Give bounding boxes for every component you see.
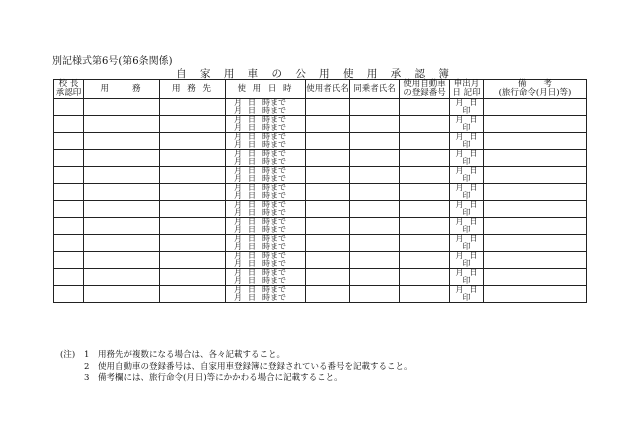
day-label: 日: [469, 285, 478, 294]
cell-datetime[interactable]: [226, 286, 306, 303]
month-label: 月: [455, 98, 464, 107]
cell-datetime[interactable]: [226, 218, 306, 235]
cell-vehicle-number[interactable]: [400, 150, 450, 167]
month-label: 月: [234, 149, 242, 158]
cell-destination[interactable]: [160, 218, 226, 235]
day-label: 日: [248, 157, 256, 166]
cell-remarks[interactable]: [484, 269, 587, 286]
month-label: 月: [234, 285, 242, 294]
month-label: 月: [234, 276, 242, 285]
cell-datetime[interactable]: [226, 235, 306, 252]
month-label: 月: [455, 234, 464, 243]
day-label: 日: [248, 183, 256, 192]
cell-datetime[interactable]: [226, 167, 306, 184]
month-label: 月: [234, 234, 242, 243]
cell-destination[interactable]: [160, 150, 226, 167]
cell-user-name[interactable]: [306, 184, 350, 201]
table-row: [54, 133, 587, 150]
cell-user-name[interactable]: [306, 218, 350, 235]
stamp-label: 印: [462, 191, 471, 200]
cell-remarks[interactable]: [484, 235, 587, 252]
cell-vehicle-number[interactable]: [400, 133, 450, 150]
note-text: 備考欄には、旅行命令(月日)等にかかわる場合に記載すること。: [98, 373, 343, 383]
day-label: 日: [469, 166, 478, 175]
month-label: 月: [455, 285, 464, 294]
header-duty: 用 務: [84, 80, 160, 99]
day-label: 日: [248, 123, 256, 132]
until-label: 時まで: [262, 123, 286, 132]
ledger-title: 自 家 用 車 の 公 用 使 用 承 認 簿: [176, 68, 454, 80]
until-label: 時まで: [262, 115, 286, 124]
day-label: 日: [469, 234, 478, 243]
month-label: 月: [234, 132, 242, 141]
day-label: 日: [248, 208, 256, 217]
month-label: 月: [455, 115, 464, 124]
month-label: 月: [234, 140, 242, 149]
cell-duty[interactable]: [84, 99, 160, 116]
cell-duty[interactable]: [84, 167, 160, 184]
form-reference: 別記様式第6号(第6条関係): [52, 56, 173, 67]
until-label: 時まで: [262, 140, 286, 149]
stamp-label: 印: [462, 293, 471, 302]
until-label: 時まで: [262, 208, 286, 217]
cell-passenger-name[interactable]: [350, 269, 400, 286]
day-label: 日: [248, 268, 256, 277]
day-label: 日: [469, 183, 478, 192]
cell-submission-date[interactable]: [450, 184, 484, 201]
cell-destination[interactable]: [160, 269, 226, 286]
cell-user-name[interactable]: [306, 167, 350, 184]
cell-passenger-name[interactable]: [350, 201, 400, 218]
cell-datetime[interactable]: [226, 252, 306, 269]
cell-destination[interactable]: [160, 99, 226, 116]
until-label: 時まで: [262, 285, 286, 294]
until-label: 時まで: [262, 149, 286, 158]
cell-vehicle-number[interactable]: [400, 286, 450, 303]
cell-remarks[interactable]: [484, 116, 587, 133]
until-label: 時まで: [262, 276, 286, 285]
month-label: 月: [234, 183, 242, 192]
cell-vehicle-number[interactable]: [400, 184, 450, 201]
month-label: 月: [234, 268, 242, 277]
until-label: 時まで: [262, 234, 286, 243]
stamp-label: 印: [462, 259, 471, 268]
day-label: 日: [248, 251, 256, 260]
cell-submission-date[interactable]: [450, 201, 484, 218]
cell-vehicle-number[interactable]: [400, 201, 450, 218]
until-label: 時まで: [262, 217, 286, 226]
cell-passenger-name[interactable]: [350, 218, 400, 235]
cell-user-name[interactable]: [306, 133, 350, 150]
month-label: 月: [234, 200, 242, 209]
table-row: [54, 150, 587, 167]
month-label: 月: [455, 166, 464, 175]
cell-vehicle-number[interactable]: [400, 235, 450, 252]
note-item: [60, 350, 413, 362]
month-label: 月: [234, 225, 242, 234]
table-row: [54, 116, 587, 133]
cell-principal-approval[interactable]: [54, 116, 84, 133]
stamp-label: 印: [462, 242, 471, 251]
table-row: [54, 235, 587, 252]
cell-datetime[interactable]: [226, 116, 306, 133]
cell-datetime[interactable]: [226, 150, 306, 167]
header-passenger-name: 同乗者氏名: [350, 80, 400, 99]
cell-passenger-name[interactable]: [350, 133, 400, 150]
day-label: 日: [469, 98, 478, 107]
until-label: 時まで: [262, 225, 286, 234]
stamp-label: 印: [462, 140, 471, 149]
cell-duty[interactable]: [84, 252, 160, 269]
cell-duty[interactable]: [84, 116, 160, 133]
cell-principal-approval[interactable]: [54, 235, 84, 252]
cell-destination[interactable]: [160, 184, 226, 201]
day-label: 日: [469, 268, 478, 277]
until-label: 時まで: [262, 132, 286, 141]
cell-user-name[interactable]: [306, 235, 350, 252]
cell-remarks[interactable]: [484, 201, 587, 218]
note-number: 1: [84, 350, 90, 360]
table-row: [54, 252, 587, 269]
cell-submission-date[interactable]: [450, 218, 484, 235]
day-label: 日: [469, 217, 478, 226]
day-label: 日: [248, 106, 256, 115]
day-label: 日: [248, 174, 256, 183]
day-label: 日: [248, 242, 256, 251]
note-number: 2: [84, 361, 90, 372]
until-label: 時まで: [262, 200, 286, 209]
cell-submission-date[interactable]: [450, 252, 484, 269]
note-item: [60, 373, 413, 385]
header-submission-date: [450, 80, 484, 99]
month-label: 月: [455, 217, 464, 226]
cell-datetime[interactable]: [226, 99, 306, 116]
cell-user-name[interactable]: [306, 99, 350, 116]
header-user-name: 使用者氏名: [306, 80, 350, 99]
header-principal-approval: [54, 80, 84, 99]
day-label: 日: [248, 259, 256, 268]
header-datetime: 使 用 日 時: [226, 80, 306, 99]
header-remarks-line2: (旅行命令(月日)等): [498, 88, 572, 98]
cell-passenger-name[interactable]: [350, 286, 400, 303]
table-row: [54, 286, 587, 303]
month-label: 月: [234, 251, 242, 260]
cell-submission-date[interactable]: [450, 99, 484, 116]
cell-destination[interactable]: [160, 116, 226, 133]
cell-submission-date[interactable]: [450, 167, 484, 184]
cell-user-name[interactable]: [306, 150, 350, 167]
cell-principal-approval[interactable]: [54, 99, 84, 116]
cell-passenger-name[interactable]: [350, 150, 400, 167]
stamp-label: 印: [462, 174, 471, 183]
until-label: 時まで: [262, 166, 286, 175]
note-item: [60, 362, 413, 374]
cell-remarks[interactable]: [484, 99, 587, 116]
cell-datetime[interactable]: [226, 133, 306, 150]
month-label: 月: [455, 149, 464, 158]
cell-remarks[interactable]: [484, 167, 587, 184]
month-label: 月: [234, 191, 242, 200]
cell-principal-approval[interactable]: [54, 201, 84, 218]
until-label: 時まで: [262, 293, 286, 302]
cell-destination[interactable]: [160, 201, 226, 218]
cell-destination[interactable]: [160, 235, 226, 252]
stamp-label: 印: [462, 106, 471, 115]
cell-principal-approval[interactable]: [54, 218, 84, 235]
cell-vehicle-number[interactable]: [400, 269, 450, 286]
table-row: [54, 167, 587, 184]
day-label: 日: [248, 140, 256, 149]
until-label: 時まで: [262, 242, 286, 251]
cell-destination[interactable]: [160, 133, 226, 150]
cell-destination[interactable]: [160, 252, 226, 269]
cell-passenger-name[interactable]: [350, 252, 400, 269]
day-label: 日: [469, 115, 478, 124]
until-label: 時まで: [262, 268, 286, 277]
month-label: 月: [234, 157, 242, 166]
note-text: 使用自動車の登録番号は、自家用車登録簿に登録されている番号を記載すること。: [98, 361, 413, 372]
table-row: [54, 201, 587, 218]
cell-user-name[interactable]: [306, 252, 350, 269]
cell-vehicle-number[interactable]: [400, 218, 450, 235]
cell-passenger-name[interactable]: [350, 235, 400, 252]
cell-submission-date[interactable]: [450, 235, 484, 252]
cell-submission-date[interactable]: [450, 116, 484, 133]
header-remarks: [484, 80, 587, 99]
cell-principal-approval[interactable]: [54, 252, 84, 269]
cell-vehicle-number[interactable]: [400, 167, 450, 184]
header-destination: 用 務 先: [160, 80, 226, 99]
stamp-label: 印: [462, 225, 471, 234]
cell-duty[interactable]: [84, 133, 160, 150]
cell-vehicle-number[interactable]: [400, 252, 450, 269]
notes-mark: (注): [60, 350, 76, 360]
header-vehicle-line2: の登録番号: [403, 88, 446, 98]
day-label: 日: [248, 293, 256, 302]
day-label: 日: [469, 251, 478, 260]
until-label: 時まで: [262, 183, 286, 192]
cell-remarks[interactable]: [484, 150, 587, 167]
cell-submission-date[interactable]: [450, 269, 484, 286]
cell-passenger-name[interactable]: [350, 116, 400, 133]
table-row: [54, 99, 587, 116]
cell-duty[interactable]: [84, 201, 160, 218]
table-row: [54, 184, 587, 201]
month-label: 月: [234, 106, 242, 115]
notes-section: [60, 350, 413, 385]
cell-vehicle-number[interactable]: [400, 116, 450, 133]
cell-vehicle-number[interactable]: [400, 99, 450, 116]
stamp-label: 印: [462, 208, 471, 217]
month-label: 月: [455, 200, 464, 209]
day-label: 日: [248, 285, 256, 294]
cell-user-name[interactable]: [306, 116, 350, 133]
day-label: 日: [248, 234, 256, 243]
cell-submission-date[interactable]: [450, 133, 484, 150]
header-row: [54, 80, 587, 99]
cell-principal-approval[interactable]: [54, 133, 84, 150]
table-row: [54, 269, 587, 286]
cell-passenger-name[interactable]: [350, 184, 400, 201]
cell-principal-approval[interactable]: [54, 184, 84, 201]
cell-datetime[interactable]: [226, 269, 306, 286]
until-label: 時まで: [262, 251, 286, 260]
month-label: 月: [234, 115, 242, 124]
cell-remarks[interactable]: [484, 286, 587, 303]
month-label: 月: [455, 132, 464, 141]
stamp-label: 印: [462, 157, 471, 166]
note-number: 3: [84, 373, 90, 383]
cell-duty[interactable]: [84, 286, 160, 303]
cell-duty[interactable]: [84, 269, 160, 286]
ledger-body: [54, 99, 587, 303]
day-label: 日: [248, 149, 256, 158]
cell-duty[interactable]: [84, 235, 160, 252]
cell-duty[interactable]: [84, 150, 160, 167]
until-label: 時まで: [262, 259, 286, 268]
cell-submission-date[interactable]: [450, 150, 484, 167]
cell-remarks[interactable]: [484, 184, 587, 201]
month-label: 月: [234, 217, 242, 226]
month-label: 月: [455, 183, 464, 192]
header-principal-line1: 校 長: [58, 79, 79, 89]
stamp-label: 印: [462, 123, 471, 132]
day-label: 日: [248, 98, 256, 107]
month-label: 月: [234, 293, 242, 302]
until-label: 時まで: [262, 191, 286, 200]
stamp-label: 印: [462, 276, 471, 285]
month-label: 月: [234, 123, 242, 132]
day-label: 日: [248, 217, 256, 226]
month-label: 月: [234, 259, 242, 268]
day-label: 日: [248, 132, 256, 141]
day-label: 日: [248, 191, 256, 200]
day-label: 日: [248, 225, 256, 234]
month-label: 月: [234, 174, 242, 183]
day-label: 日: [248, 200, 256, 209]
header-principal-line2: 承認印: [55, 88, 82, 98]
cell-destination[interactable]: [160, 286, 226, 303]
header-remarks-line1: 備 考: [517, 79, 552, 89]
month-label: 月: [234, 166, 242, 175]
until-label: 時まで: [262, 106, 286, 115]
header-submission-line2: 日 記印: [452, 88, 481, 98]
cell-passenger-name[interactable]: [350, 167, 400, 184]
cell-duty[interactable]: [84, 184, 160, 201]
day-label: 日: [469, 200, 478, 209]
month-label: 月: [234, 98, 242, 107]
cell-remarks[interactable]: [484, 133, 587, 150]
cell-duty[interactable]: [84, 218, 160, 235]
cell-user-name[interactable]: [306, 201, 350, 218]
header-vehicle-line1: 使用自動車: [403, 79, 446, 89]
cell-principal-approval[interactable]: [54, 286, 84, 303]
note-text: 用務先が複数になる場合は、各々記載すること。: [98, 350, 286, 360]
day-label: 日: [248, 276, 256, 285]
month-label: 月: [455, 268, 464, 277]
month-label: 月: [234, 208, 242, 217]
until-label: 時まで: [262, 98, 286, 107]
header-vehicle-number: [400, 80, 450, 99]
table-row: [54, 218, 587, 235]
cell-submission-date[interactable]: [450, 286, 484, 303]
day-label: 日: [469, 149, 478, 158]
cell-user-name[interactable]: [306, 286, 350, 303]
day-label: 日: [469, 132, 478, 141]
cell-datetime[interactable]: [226, 184, 306, 201]
cell-principal-approval[interactable]: [54, 167, 84, 184]
cell-user-name[interactable]: [306, 269, 350, 286]
until-label: 時まで: [262, 174, 286, 183]
cell-principal-approval[interactable]: [54, 269, 84, 286]
cell-destination[interactable]: [160, 167, 226, 184]
cell-passenger-name[interactable]: [350, 99, 400, 116]
cell-remarks[interactable]: [484, 252, 587, 269]
header-submission-line1: 申出月: [453, 79, 480, 89]
day-label: 日: [248, 115, 256, 124]
cell-remarks[interactable]: [484, 218, 587, 235]
until-label: 時まで: [262, 157, 286, 166]
approval-ledger-table: [53, 79, 587, 303]
month-label: 月: [455, 251, 464, 260]
cell-principal-approval[interactable]: [54, 150, 84, 167]
month-label: 月: [234, 242, 242, 251]
cell-datetime[interactable]: [226, 201, 306, 218]
day-label: 日: [248, 166, 256, 175]
